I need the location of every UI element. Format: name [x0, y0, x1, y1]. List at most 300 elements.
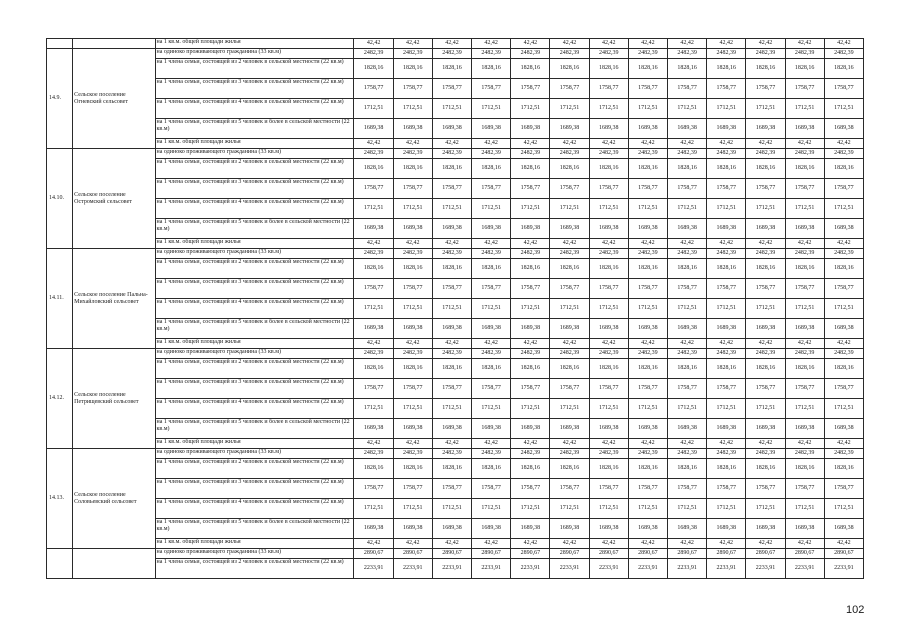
value-cell: 42,42 [472, 139, 511, 149]
value-cell: 1689,38 [432, 319, 471, 339]
value-cell: 1828,16 [589, 359, 628, 379]
value-cell: 1689,38 [589, 219, 628, 239]
value-cell: 1828,16 [824, 59, 863, 79]
row-description: на 1 члена семьи, состоящей из 5 человек и более в сельской местности (22 кв.м) [155, 119, 354, 139]
value-cell: 2482,39 [354, 49, 393, 59]
value-cell: 2482,39 [746, 349, 785, 359]
value-cell: 1712,51 [707, 199, 746, 219]
value-cell: 42,42 [785, 239, 824, 249]
value-cell: 1758,77 [511, 79, 550, 99]
row-description: на 1 кв.м. общей площади жилья [155, 239, 354, 249]
value-cell: 1689,38 [550, 319, 589, 339]
value-cell: 1828,16 [746, 459, 785, 479]
settlement-name: Сельское поселение Соловьевский сельсовет [73, 449, 155, 549]
value-cell: 2482,39 [432, 149, 471, 159]
value-cell: 1712,51 [354, 99, 393, 119]
value-cell: 2890,67 [393, 549, 432, 559]
value-cell: 2482,39 [707, 149, 746, 159]
value-cell: 42,42 [589, 239, 628, 249]
value-cell: 1828,16 [824, 259, 863, 279]
section-number: 14.11. [47, 249, 73, 349]
row-description: на 1 кв.м. общей площади жилья [155, 139, 354, 149]
value-cell: 2890,67 [746, 549, 785, 559]
value-cell: 2233,91 [432, 559, 471, 579]
value-cell: 1758,77 [511, 479, 550, 499]
value-cell: 2482,39 [628, 249, 667, 259]
value-cell: 1758,77 [746, 179, 785, 199]
value-cell: 1828,16 [472, 359, 511, 379]
value-cell: 2482,39 [589, 249, 628, 259]
value-cell: 2482,39 [667, 449, 706, 459]
value-cell: 1758,77 [785, 79, 824, 99]
table-row [47, 59, 864, 79]
row-description: на одиноко проживающего гражданина (33 кв.м) [155, 49, 354, 59]
value-cell: 1758,77 [472, 279, 511, 299]
value-cell: 1828,16 [472, 259, 511, 279]
value-cell: 1758,77 [824, 379, 863, 399]
row-description: на одиноко проживающего гражданина (33 кв.м) [155, 149, 354, 159]
value-cell: 2482,39 [824, 49, 863, 59]
value-cell: 1758,77 [589, 379, 628, 399]
value-cell: 1712,51 [472, 199, 511, 219]
value-cell: 1689,38 [432, 119, 471, 139]
value-cell: 1758,77 [393, 479, 432, 499]
table-row [47, 349, 864, 359]
value-cell: 1828,16 [628, 259, 667, 279]
value-cell: 1689,38 [589, 319, 628, 339]
value-cell: 1689,38 [746, 419, 785, 439]
value-cell: 2482,39 [589, 149, 628, 159]
value-cell: 42,42 [432, 239, 471, 249]
value-cell: 1828,16 [511, 459, 550, 479]
value-cell: 1712,51 [472, 99, 511, 119]
value-cell: 42,42 [824, 39, 863, 49]
value-cell: 1758,77 [432, 79, 471, 99]
value-cell: 42,42 [667, 539, 706, 549]
value-cell: 1712,51 [393, 299, 432, 319]
value-cell: 2233,91 [824, 559, 863, 579]
value-cell: 1758,77 [354, 379, 393, 399]
value-cell: 42,42 [511, 439, 550, 449]
value-cell: 1712,51 [628, 99, 667, 119]
value-cell: 1758,77 [785, 279, 824, 299]
value-cell: 1828,16 [393, 59, 432, 79]
value-cell: 1712,51 [511, 199, 550, 219]
value-cell: 1828,16 [472, 159, 511, 179]
value-cell: 1689,38 [707, 519, 746, 539]
value-cell: 2482,39 [393, 449, 432, 459]
value-cell: 2482,39 [667, 49, 706, 59]
value-cell: 1828,16 [432, 159, 471, 179]
value-cell: 1712,51 [785, 499, 824, 519]
value-cell: 1689,38 [589, 419, 628, 439]
value-cell: 1689,38 [432, 219, 471, 239]
value-cell: 1758,77 [628, 79, 667, 99]
value-cell: 1758,77 [511, 179, 550, 199]
value-cell: 42,42 [785, 139, 824, 149]
value-cell: 1689,38 [550, 119, 589, 139]
value-cell: 1828,16 [707, 159, 746, 179]
value-cell: 2482,39 [667, 349, 706, 359]
value-cell: 1689,38 [667, 419, 706, 439]
value-cell: 1828,16 [667, 159, 706, 179]
value-cell: 42,42 [393, 339, 432, 349]
value-cell: 2482,39 [432, 249, 471, 259]
value-cell: 1712,51 [550, 499, 589, 519]
value-cell: 2890,67 [824, 549, 863, 559]
value-cell: 1712,51 [628, 499, 667, 519]
value-cell: 42,42 [589, 439, 628, 449]
value-cell: 42,42 [746, 439, 785, 449]
value-cell: 1689,38 [628, 319, 667, 339]
value-cell: 42,42 [511, 339, 550, 349]
value-cell: 1828,16 [393, 159, 432, 179]
value-cell: 1689,38 [550, 419, 589, 439]
value-cell: 42,42 [511, 139, 550, 149]
value-cell: 1828,16 [393, 359, 432, 379]
value-cell: 1712,51 [707, 99, 746, 119]
value-cell: 42,42 [667, 139, 706, 149]
value-cell: 2482,39 [707, 449, 746, 459]
value-cell: 1758,77 [589, 79, 628, 99]
value-cell: 1712,51 [550, 199, 589, 219]
value-cell: 1689,38 [824, 319, 863, 339]
value-cell: 42,42 [785, 339, 824, 349]
value-cell: 2482,39 [589, 349, 628, 359]
value-cell: 2482,39 [628, 349, 667, 359]
value-cell: 1712,51 [393, 99, 432, 119]
table-row [47, 39, 864, 49]
value-cell: 42,42 [472, 39, 511, 49]
value-cell: 1828,16 [589, 459, 628, 479]
row-description: на 1 члена семьи, состоящей из 4 человек в сельской местности (22 кв.м) [155, 99, 354, 119]
value-cell: 2890,67 [550, 549, 589, 559]
value-cell: 42,42 [707, 239, 746, 249]
value-cell: 42,42 [667, 239, 706, 249]
value-cell: 1712,51 [354, 199, 393, 219]
value-cell: 1712,51 [393, 199, 432, 219]
value-cell: 1828,16 [550, 159, 589, 179]
row-description: на 1 кв.м. общей площади жилья [155, 539, 354, 549]
value-cell: 1828,16 [707, 359, 746, 379]
value-cell: 1758,77 [589, 279, 628, 299]
value-cell: 1758,77 [667, 479, 706, 499]
value-cell: 2482,39 [393, 149, 432, 159]
table-row [47, 449, 864, 459]
value-cell: 1689,38 [824, 419, 863, 439]
settlement-name: Сельское поселение Петрищевский сельсовет [73, 349, 155, 449]
settlement-name: Сельское поселение Остромский сельсовет [73, 149, 155, 249]
value-cell: 1689,38 [354, 519, 393, 539]
value-cell: 1689,38 [393, 419, 432, 439]
table-row [47, 259, 864, 279]
value-cell: 2482,39 [393, 349, 432, 359]
value-cell: 1712,51 [589, 299, 628, 319]
section-number: 14.12. [47, 349, 73, 449]
value-cell: 42,42 [432, 39, 471, 49]
value-cell: 1828,16 [746, 359, 785, 379]
value-cell: 2233,91 [785, 559, 824, 579]
settlement-name: Сельское поселение Огневский сельсовет [73, 49, 155, 149]
row-description: на 1 члена семьи, состоящей из 5 человек и более в сельской местности (22 кв.м) [155, 519, 354, 539]
value-cell: 42,42 [472, 439, 511, 449]
table-row [47, 139, 864, 149]
settlement-name [73, 39, 155, 49]
value-cell: 42,42 [550, 39, 589, 49]
value-cell: 42,42 [628, 439, 667, 449]
value-cell: 2482,39 [785, 249, 824, 259]
value-cell: 2482,39 [628, 49, 667, 59]
value-cell: 1689,38 [589, 519, 628, 539]
value-cell: 2482,39 [550, 349, 589, 359]
value-cell: 2482,39 [472, 449, 511, 459]
value-cell: 2482,39 [824, 349, 863, 359]
value-cell: 1712,51 [667, 199, 706, 219]
value-cell: 1758,77 [628, 279, 667, 299]
value-cell: 2233,91 [707, 559, 746, 579]
value-cell: 1712,51 [824, 99, 863, 119]
value-cell: 42,42 [746, 39, 785, 49]
value-cell: 2482,39 [432, 349, 471, 359]
value-cell: 1828,16 [707, 59, 746, 79]
value-cell: 42,42 [511, 539, 550, 549]
value-cell: 1689,38 [472, 319, 511, 339]
value-cell: 1758,77 [511, 379, 550, 399]
value-cell: 1758,77 [472, 79, 511, 99]
value-cell: 2482,39 [824, 449, 863, 459]
value-cell: 1712,51 [667, 499, 706, 519]
value-cell: 42,42 [472, 539, 511, 549]
value-cell: 1689,38 [746, 319, 785, 339]
value-cell: 1689,38 [354, 219, 393, 239]
value-cell: 1712,51 [432, 199, 471, 219]
value-cell: 42,42 [824, 139, 863, 149]
table-row [47, 99, 864, 119]
value-cell: 2482,39 [472, 149, 511, 159]
row-description: на 1 члена семьи, состоящей из 4 человек в сельской местности (22 кв.м) [155, 399, 354, 419]
value-cell: 1689,38 [785, 519, 824, 539]
value-cell: 1758,77 [432, 379, 471, 399]
value-cell: 1712,51 [589, 399, 628, 419]
value-cell: 1828,16 [785, 459, 824, 479]
value-cell: 1689,38 [746, 119, 785, 139]
row-description: на 1 члена семьи, состоящей из 5 человек и более в сельской местности (22 кв.м) [155, 219, 354, 239]
value-cell: 1712,51 [472, 299, 511, 319]
value-cell: 1758,77 [354, 479, 393, 499]
value-cell: 42,42 [589, 339, 628, 349]
value-cell: 1712,51 [511, 399, 550, 419]
row-description: на 1 члена семьи, состоящей из 2 человек в сельской местности (22 кв.м) [155, 359, 354, 379]
value-cell: 2482,39 [785, 349, 824, 359]
value-cell: 1689,38 [393, 319, 432, 339]
table-row [47, 549, 864, 559]
value-cell: 2482,39 [746, 149, 785, 159]
table-row [47, 419, 864, 439]
row-description: на 1 члена семьи, состоящей из 5 человек и более в сельской местности (22 кв.м) [155, 319, 354, 339]
row-description: на одиноко проживающего гражданина (33 кв.м) [155, 249, 354, 259]
value-cell: 1758,77 [511, 279, 550, 299]
table-row [47, 479, 864, 499]
value-cell: 1828,16 [550, 59, 589, 79]
value-cell: 1712,51 [785, 299, 824, 319]
value-cell: 1828,16 [707, 459, 746, 479]
value-cell: 42,42 [354, 239, 393, 249]
value-cell: 1712,51 [707, 399, 746, 419]
value-cell: 2890,67 [432, 549, 471, 559]
settlement-name: Сельское поселение Пальна-Михайловский сельсовет [73, 249, 155, 349]
value-cell: 1758,77 [472, 479, 511, 499]
row-description: на 1 члена семьи, состоящей из 3 человек в сельской местности (22 кв.м) [155, 179, 354, 199]
value-cell: 1712,51 [707, 499, 746, 519]
value-cell: 1828,16 [511, 159, 550, 179]
row-description: на 1 члена семьи, состоящей из 2 человек в сельской местности (22 кв.м) [155, 459, 354, 479]
value-cell: 1712,51 [511, 499, 550, 519]
value-cell: 2482,39 [354, 249, 393, 259]
value-cell: 2482,39 [511, 49, 550, 59]
value-cell: 1689,38 [511, 319, 550, 339]
value-cell: 42,42 [824, 439, 863, 449]
value-cell: 1712,51 [667, 399, 706, 419]
table-row [47, 459, 864, 479]
value-cell: 2890,67 [511, 549, 550, 559]
value-cell: 2482,39 [511, 449, 550, 459]
value-cell: 1828,16 [628, 159, 667, 179]
value-cell: 1828,16 [628, 459, 667, 479]
value-cell: 42,42 [589, 39, 628, 49]
value-cell: 42,42 [432, 339, 471, 349]
row-description: на 1 члена семьи, состоящей из 4 человек в сельской местности (22 кв.м) [155, 299, 354, 319]
value-cell: 42,42 [550, 339, 589, 349]
value-cell: 42,42 [393, 139, 432, 149]
value-cell: 1828,16 [785, 159, 824, 179]
value-cell: 1689,38 [354, 119, 393, 139]
value-cell: 1828,16 [511, 59, 550, 79]
value-cell: 2482,39 [589, 449, 628, 459]
value-cell: 42,42 [746, 339, 785, 349]
value-cell: 1689,38 [667, 319, 706, 339]
value-cell: 1712,51 [628, 399, 667, 419]
value-cell: 42,42 [393, 439, 432, 449]
value-cell: 1828,16 [354, 359, 393, 379]
table-row [47, 539, 864, 549]
value-cell: 2233,91 [393, 559, 432, 579]
value-cell: 1712,51 [824, 199, 863, 219]
value-cell: 1712,51 [785, 199, 824, 219]
value-cell: 2890,67 [667, 549, 706, 559]
value-cell: 1828,16 [432, 459, 471, 479]
value-cell: 42,42 [354, 139, 393, 149]
value-cell: 42,42 [707, 539, 746, 549]
value-cell: 1828,16 [354, 59, 393, 79]
table-row [47, 199, 864, 219]
value-cell: 1712,51 [707, 299, 746, 319]
row-description: на 1 кв.м. общей площади жилья [155, 439, 354, 449]
table-row [47, 499, 864, 519]
value-cell: 1758,77 [628, 479, 667, 499]
value-cell: 2482,39 [628, 449, 667, 459]
value-cell: 42,42 [550, 539, 589, 549]
value-cell: 1689,38 [707, 219, 746, 239]
value-cell: 2482,39 [824, 249, 863, 259]
value-cell: 1758,77 [354, 279, 393, 299]
value-cell: 1712,51 [824, 499, 863, 519]
value-cell: 2890,67 [628, 549, 667, 559]
value-cell: 1828,16 [628, 359, 667, 379]
section-number: 14.10. [47, 149, 73, 249]
value-cell: 1689,38 [628, 119, 667, 139]
value-cell: 1689,38 [432, 519, 471, 539]
section-number [47, 39, 73, 49]
value-cell: 1828,16 [393, 259, 432, 279]
value-cell: 42,42 [511, 239, 550, 249]
value-cell: 1828,16 [785, 59, 824, 79]
value-cell: 1758,77 [667, 279, 706, 299]
value-cell: 42,42 [667, 339, 706, 349]
value-cell: 1689,38 [472, 519, 511, 539]
section-number: 14.13. [47, 449, 73, 549]
value-cell: 1712,51 [746, 399, 785, 419]
value-cell: 1689,38 [472, 119, 511, 139]
value-cell: 1689,38 [785, 119, 824, 139]
value-cell: 2890,67 [589, 549, 628, 559]
value-cell: 2482,39 [432, 449, 471, 459]
table-row [47, 559, 864, 579]
value-cell: 1828,16 [472, 59, 511, 79]
value-cell: 1689,38 [824, 519, 863, 539]
value-cell: 1828,16 [432, 259, 471, 279]
value-cell: 2482,39 [550, 449, 589, 459]
value-cell: 1828,16 [667, 459, 706, 479]
section-number [47, 549, 73, 579]
section-number: 14.9. [47, 49, 73, 149]
value-cell: 2233,91 [667, 559, 706, 579]
value-cell: 1828,16 [354, 459, 393, 479]
value-cell: 2482,39 [511, 149, 550, 159]
value-cell: 1758,77 [746, 479, 785, 499]
value-cell: 2482,39 [785, 449, 824, 459]
row-description: на 1 кв.м. общей площади жилья [155, 39, 354, 49]
value-cell: 1828,16 [589, 159, 628, 179]
table-row [47, 439, 864, 449]
value-cell: 1758,77 [746, 79, 785, 99]
value-cell: 2482,39 [432, 49, 471, 59]
value-cell: 1712,51 [824, 399, 863, 419]
value-cell: 1712,51 [432, 499, 471, 519]
value-cell: 1758,77 [354, 79, 393, 99]
value-cell: 1758,77 [550, 479, 589, 499]
value-cell: 42,42 [354, 439, 393, 449]
value-cell: 1712,51 [550, 399, 589, 419]
value-cell: 2233,91 [589, 559, 628, 579]
value-cell: 1828,16 [746, 159, 785, 179]
value-cell: 1828,16 [746, 259, 785, 279]
value-cell: 1712,51 [628, 199, 667, 219]
value-cell: 42,42 [354, 39, 393, 49]
value-cell: 2482,39 [824, 149, 863, 159]
value-cell: 1689,38 [667, 219, 706, 239]
page-number: 102 [846, 604, 865, 616]
row-description: на 1 кв.м. общей площади жилья [155, 339, 354, 349]
value-cell: 1828,16 [472, 459, 511, 479]
value-cell: 1828,16 [707, 259, 746, 279]
value-cell: 1828,16 [824, 159, 863, 179]
value-cell: 1689,38 [432, 419, 471, 439]
row-description: на 1 члена семьи, состоящей из 5 человек и более в сельской местности (22 кв.м) [155, 419, 354, 439]
value-cell: 42,42 [393, 39, 432, 49]
value-cell: 2233,91 [628, 559, 667, 579]
value-cell: 1689,38 [707, 419, 746, 439]
value-cell: 1828,16 [511, 259, 550, 279]
